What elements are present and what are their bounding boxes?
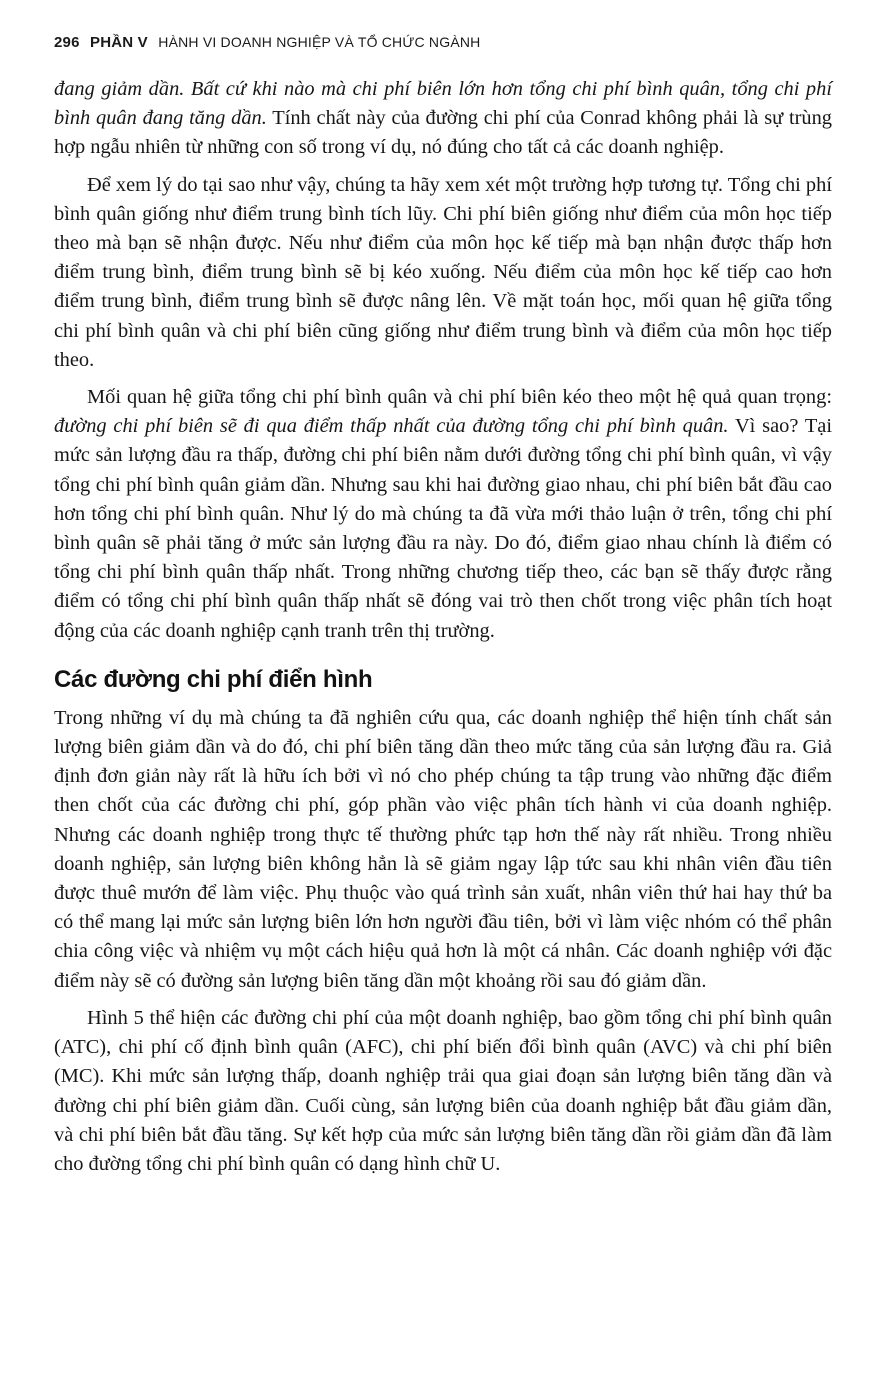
paragraph-5: Hình 5 thể hiện các đường chi phí của một doanh nghiệp, bao gồm tổng chi phí bình quân (ATC), chi phí cố định bình quân (AFC), chi phí biến đổi bình quân (AVC) và chi phí biên (MC). Khi mức sản lượng thấp, doanh nghiệp trải qua giai đoạn sản lượng biên tăng dần và đường chi phí biên giảm dần. Cuối cùng, sản lượng biên của doanh nghiệp bắt đầu giảm dần, và chi phí biên bắt đầu tăng. Sự kết hợp của mức sản lượng biên tăng dần rồi giảm dần đã làm cho đường tổng chi phí bình quân có dạng hình chữ U.: [54, 1006, 832, 1175]
paragraph-3: [54, 383, 832, 646]
paragraph-4: Trong những ví dụ mà chúng ta đã nghiên cứu qua, các doanh nghiệp thể hiện tính chất sản lượng biên giảm dần và do đó, chi phí biên tăng dần theo mức tăng của sản lượng đầu ra. Giả định đơn giản này rất là hữu ích bởi vì nó cho phép chúng ta tập trung vào những đặc điểm then chốt của các đường chi phí, góp phần vào việc phân tích hành vi của doanh nghiệp. Nhưng các doanh nghiệp trong thực tế thường phức tạp hơn thế này rất nhiều. Trong nhiều doanh nghiệp, sản lượng biên không hẳn là sẽ giảm ngay lập tức sau khi nhân viên đầu tiên được thuê mướn để làm việc. Phụ thuộc vào quá trình sản xuất, nhân viên thứ hai hay thứ ba có thể mang lại mức sản lượng biên lớn hơn người đầu tiên, bởi vì làm việc nhóm có thể phân chia công việc và nhiệm vụ một cách hiệu quả hơn là một cá nhân. Các doanh nghiệp với đặc điểm này sẽ có đường sản lượng biên tăng dần một khoảng rồi sau đó giảm dần.: [54, 706, 832, 992]
paragraph-3-italic: đường chi phí biên sẽ đi qua điểm thấp nhất của đường tổng chi phí bình quân.: [54, 415, 729, 438]
paragraph-3-text: Vì sao? Tại mức sản lượng đầu ra thấp, đường chi phí biên nằm dưới đường tổng chi phí bình quân, vì vậy tổng chi phí bình quân giảm dần. Nhưng sau khi hai đường giao nhau, chi phí biên bắt đầu cao hơn tổng chi phí bình quân. Như lý do mà chúng ta đã vừa mới thảo luận ở trên, tổng chi phí bình quân sẽ phải tăng ở mức sản lượng đầu ra này. Do đó, điểm giao nhau chính là điểm có tổng chi phí bình quân thấp nhất. Trong những chương tiếp theo, các bạn sẽ thấy được rằng điểm có tổng chi phí bình quân thấp nhất sẽ đóng vai trò then chốt trong việc phân tích hoạt động của các doanh nghiệp cạnh tranh trên thị trường.: [54, 415, 832, 642]
page-number: 296: [54, 34, 80, 51]
section-heading: Các đường chi phí điển hình: [54, 665, 373, 693]
part-label: PHẦN V: [90, 34, 148, 51]
paragraph-3-lead: Mối quan hệ giữa tổng chi phí bình quân và chi phí biên kéo theo một hệ quả quan trọng:: [87, 386, 832, 409]
paragraph-2: Để xem lý do tại sao như vậy, chúng ta hãy xem xét một trường hợp tương tự. Tổng chi phí bình quân giống như điểm trung bình tích lũy. Chi phí biên giống như điểm của môn học tiếp theo mà bạn sẽ nhận được. Nếu như điểm của môn học kế tiếp mà bạn nhận được thấp hơn điểm trung bình, điểm trung bình sẽ bị kéo xuống. Nếu điểm của môn học kế tiếp cao hơn điểm trung bình, điểm trung bình sẽ được nâng lên. Về mặt toán học, mối quan hệ giữa tổng chi phí bình quân và chi phí biên cũng giống như điểm trung bình và điểm của môn học tiếp theo.: [54, 173, 832, 371]
chapter-title: HÀNH VI DOANH NGHIỆP VÀ TỔ CHỨC NGÀNH: [158, 34, 481, 50]
running-header: [54, 34, 832, 51]
paragraph-1-text: Tính chất này của đường chi phí của Conrad không phải là sự trùng hợp ngẫu nhiên từ những con số trong ví dụ, nó đúng cho tất cả các doanh nghiệp.: [54, 107, 833, 159]
paragraph-1: [54, 75, 832, 163]
paragraph-1-italic: đang giảm dần. Bất cứ khi nào mà chi phí biên lớn hơn tổng chi phí bình quân, tổng chi phí bình quân đang tăng dần.: [54, 78, 832, 130]
